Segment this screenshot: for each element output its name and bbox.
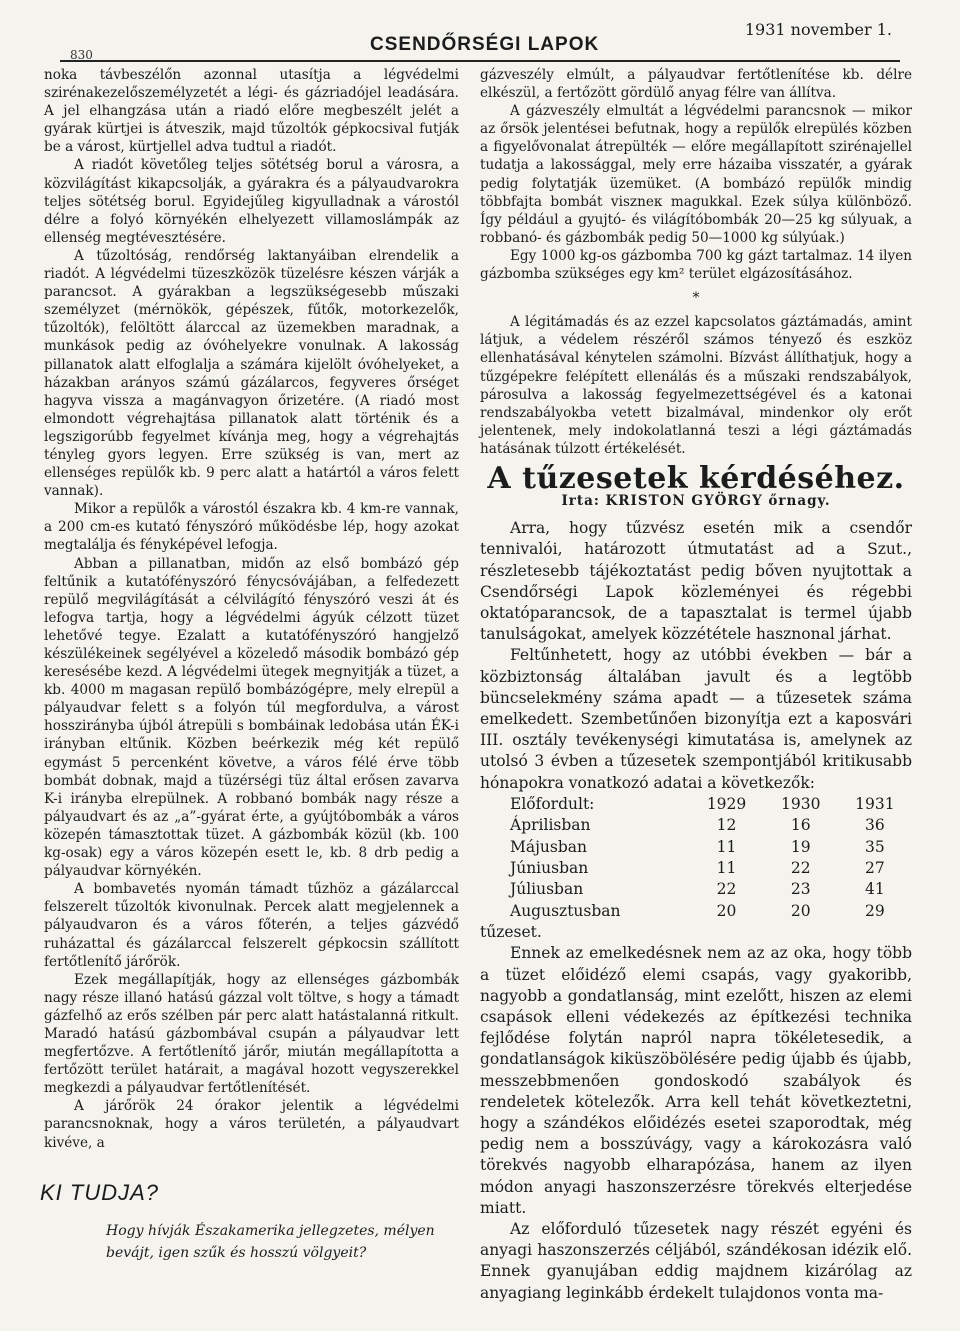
paragraph: Abban a pillanatban, midőn az első bombázó gép feltűnik a kutatófényszóró fénycsóvájában, a felfedezett repülő megvilágítását a célvilágító fényszóró veszi át és lefogva tartja, hogy a légvédelmi ágyúk célzott tüzet lehetővé tegye. Ezalatt a kutatófényszóró hangjelző készülékeinek segélyével a közeledő második bombázó gép keresésébe kezd. A légvédelmi ütegek megnyitják a tüzet, a kb. 4000 m magasan repülő bombázógépre, mely elrepül a pályaudvar felett s a folyón túl megfordulva, a várost hosszirányba újból átrepüli s bombáinak ledobása után ÉK-i irányban eltűnik. Közben beérkezik még két repülő egymást 5 percenként követve, a város félé érve több bombát dobnak, majd a tüzérségi tüz által erősen zavarva K-i irányba elrepülnek. A robbanó bombák nagy része a pályaudvart és az „a”-gyárat érte, a gyújtóbombák a város közepén támasztottak tüzet. A gázbombák közül (kb. 100 kg-osak) egy a város közepén esett le, kb. 8 drb pedig a pályaudvar környékén.	[44, 555, 459, 880]
table-cell: 20	[790, 901, 811, 920]
paragraph: A bombavetés nyomán támadt tűzhöz a gázálarccal felszerelt tűzoltók kivonulnak. Percek alatt megjelennek a pályaudvaron és a város főterén, a teljes gázvédő ruházattal és gázálarccal felszerelt gépkocsin szállított fertőtlenítő járőrök.	[44, 881, 459, 970]
table-cell: 19	[790, 837, 811, 856]
table-cell: Augusztusban	[510, 901, 621, 920]
table-cell: 36	[865, 816, 885, 835]
table-header-cell: 1929	[706, 794, 747, 813]
publication-title: CSENDŐRSÉGI LAPOK	[370, 34, 600, 55]
paragraph: A légitámadás és az ezzel kapcsolatos gáztámadás, amint látjuk, a védelem részéről számos tényező és eszköz ellenhatásával kénytelen számolni. Bízvást állíthatjuk, hogy a tűzgépekre felépített ellenálás és a műszaki rendszabályok, párosulva a lakosság fegyelmezettségével és a katonai rendszabályokba vetett bizalmával, mindenkor oly erőt jelentenek, mely indokolatlanná teszi a légi gáztámadás hatásának túlzott értékelését.	[480, 314, 912, 457]
page-header	[60, 18, 900, 62]
ki-tudja-question: Hogy hívják Északamerika jellegzetes, mélyen bevájt, igen szűk és hosszú völgyeit?	[106, 1223, 435, 1261]
table-cell: Júniusban	[510, 859, 589, 878]
table-cell: 29	[865, 901, 885, 920]
table-header-cell: Előfordult:	[510, 794, 595, 813]
paragraph: Feltűnhetett, hogy az utóbbi években — bár a közbiztonság általában javult és a legtöbb büncselekmény száma apadt — a tűzesetek száma emelkedett. Szembetűnően bizonyítja ezt a kaposvári III. osztály tevékenységi kimutatása is, amelynek az utolsó 3 évben a tűzesetek szempontjából kritikusabb hónapokra vonatkozó adatai a következők:	[480, 646, 912, 792]
left-column	[44, 66, 459, 1152]
table-cell: 23	[790, 880, 811, 899]
issue-date: 1931 november 1.	[744, 20, 892, 39]
table-header-cell: 1930	[780, 794, 821, 813]
paragraph: Egy 1000 kg-os gázbomba 700 kg gázt tartalmaz. 14 ilyen gázbomba szükséges egy km² terület elgázosításához.	[480, 247, 912, 283]
table-cell: Áprilisban	[510, 816, 591, 835]
table-header-row	[480, 794, 912, 815]
table-cell: Májusban	[510, 837, 588, 856]
table-row	[480, 901, 912, 922]
article-byline: Irta: KRISTON GYÖRGY őrnagy.	[561, 493, 831, 510]
table-row	[480, 879, 912, 900]
section-divider: *	[692, 290, 700, 307]
article-body	[480, 518, 912, 1304]
article-title: A tűzesetek kérdéséhez.	[487, 460, 905, 496]
header-rule	[60, 60, 900, 62]
table-header-cell: 1931	[855, 794, 895, 813]
paragraph: Az előforduló tűzesetek nagy részét egyéni és anyagi haszonszerzés céljából, szándékosan idézik elő. Ennek gyanujában eddig majdnem kizárólag az anyagiang leginkább érdekelt tulajdonos vonta ma-	[480, 1220, 912, 1302]
table-cell: 22	[716, 880, 737, 899]
table-cell: 11	[716, 837, 737, 856]
table-row	[480, 815, 912, 836]
paragraph: noka távbeszélőn azonnal utasítja a légvédelmi szirénakezelőszemélyzetét a légi- és gázriadójel leadására. A jel elhangzása után a riadó előre megbeszélt jelét a gyárak kürtjei is átveszik, majd tűzoltók gépkocsival futják be a várost, kürtjellel adva tudtul a riadót.	[44, 67, 459, 156]
fire-statistics-table	[480, 794, 912, 922]
table-cell: 27	[865, 859, 885, 878]
paragraph: Ezek megállapítják, hogy az ellenséges gázbombák nagy része illanó hatású gázzal volt töltve, s hogy a támadt gázfelhő az erős szélben pár perc alatt hatástalanná ritkult. Maradó hatású gázbombával csupán a pályaudvar lett megfertőzve. A fertőtlenítő járőr, miután megállapította a fertőzött terület határait, a magával hozott vegyszerekkel megkezdi a pályaudvar fertőtlenítését.	[44, 971, 459, 1097]
paragraph: Mikor a repülők a várostól északra kb. 4 km-re vannak, a 200 cm-es kutató fényszóró működésbe lép, hogy azokat megtalálja és fényképével lefogja.	[44, 501, 459, 554]
page-number: 830	[70, 48, 93, 62]
paragraph: A riadót követőleg teljes sötétség borul a városra, a közvilágítást kikapcsolják, a gyárakra és a pályaudvarokra teljes sötétség borul. Egyidejűleg kigyulladnak a várostól délre a folyó környékén elhelyezett villamoslámpák az ellenség megtévesztésére.	[44, 157, 459, 246]
paragraph: A gázveszély elmultát a légvédelmi parancsnok — mikor az őrsök jelentései befutnak, hogy a repülők elrepülés közben a figyelővonalat átrepülték — előre megállapított szirénajellel tudatja a lakossággal, mely erre házaiba visszatér, a gyárak pedig folytatják üzemüket. (A bombázó repülők mindig többfajta bombát viszneк magukkal. Ezek súlya különböző. Így például a gyujtó- és világítóbombák 20—25 kg súlyuak, a robbanó- és gázbombák pedig 50—1000 kg súlyúak.)	[480, 103, 912, 246]
paragraph: gázveszély elmúlt, a pályaudvar fertőtlenítése kb. délre elkészül, a fertőzött gördülő anyag félre van állítva.	[480, 67, 912, 102]
table-cell: 11	[716, 859, 737, 878]
table-footer: tűzeset.	[480, 923, 542, 942]
paragraph: A járőrök 24 órakor jelentik a légvédelmi parancsnoknak, hogy a város területén, a pályaudvart kivéve, a	[44, 1098, 459, 1151]
table-cell: 35	[865, 837, 885, 856]
table-row	[480, 858, 912, 879]
paragraph: Ennek az emelkedésnek nem az az oka, hogy több a tüzet előidéző elemi csapás, vagy gyakoribb, nagyobb a gondatlanság, mint ezelőtt, hiszen az elemi csapások elleni védekezés az építkezési technika fejlődése folytán napról napra tökéletesedik, a gondatlanságok kiküszöbölésére pedig újabb és újabb, messzebbmenően gondoskodó szabályok és rendeletek kötelezők. Arra kell tehát következtetni, hogy a szándékos előidézés esetei szaporodtak, még pedig nem a bosszúvágy, vagy a károkozásra való törekvés nagyobb elharapózása, hanem az ilyen módon anyagi haszonszerzésre törekvés elterjedése miatt.	[480, 944, 912, 1217]
table-cell: 12	[716, 816, 737, 835]
paragraph: A tűzoltóság, rendőrség laktanyáiban elrendelik a riadót. A légvédelmi tüzeszközök tüzelésre készen várják a parancsot. A gyárakban a legszükségesebb műszaki személyzet (mérnökök, gépészek, fűtők, motorkezelők, tűzoltók), felöltött álarccal az üzemekben maradnak, a munkások pedig az óvóhelyekre vonulnak. A lakosság pillanatok alatt elfoglalja a számára kijelölt óvóhelyeket, a házakban arányos számú gázálarcos, fegyveres őrséget hagyva vissza a magánvagyon őrizetére. (A riadó most elmondott végrehajtása pillanatok alatt történik és a legszigorúbb fegyelmet kívánja meg, hogy a végrehajtás tényleg gyors legyen. Erre szükség is van, mert az ellenséges repülők kb. 9 perc alatt a határtól a város felett vannak).	[44, 247, 459, 500]
right-column	[480, 66, 912, 1304]
paragraph: Arra, hogy tűzvész esetén mik a csendőr tennivalói, határozott útmutatást ad a Szut., részletesebb tájékoztatást pedig bőven nyujtottak a Csendőrségi Lapok közleményei és régebbi oktatóparancsok, de a tapasztalat is termel újabb tanulságokat, amelyek közzététele hasznonal járhat.	[480, 519, 912, 644]
ki-tudja-box	[40, 1180, 460, 1264]
table-cell: 16	[790, 816, 811, 835]
table-cell: 22	[790, 859, 811, 878]
table-cell: 41	[865, 880, 885, 899]
table-row	[480, 837, 912, 858]
ki-tudja-heading: KI TUDJA?	[40, 1180, 160, 1205]
table-cell: 20	[716, 901, 737, 920]
table-cell: Júliusban	[510, 880, 584, 899]
